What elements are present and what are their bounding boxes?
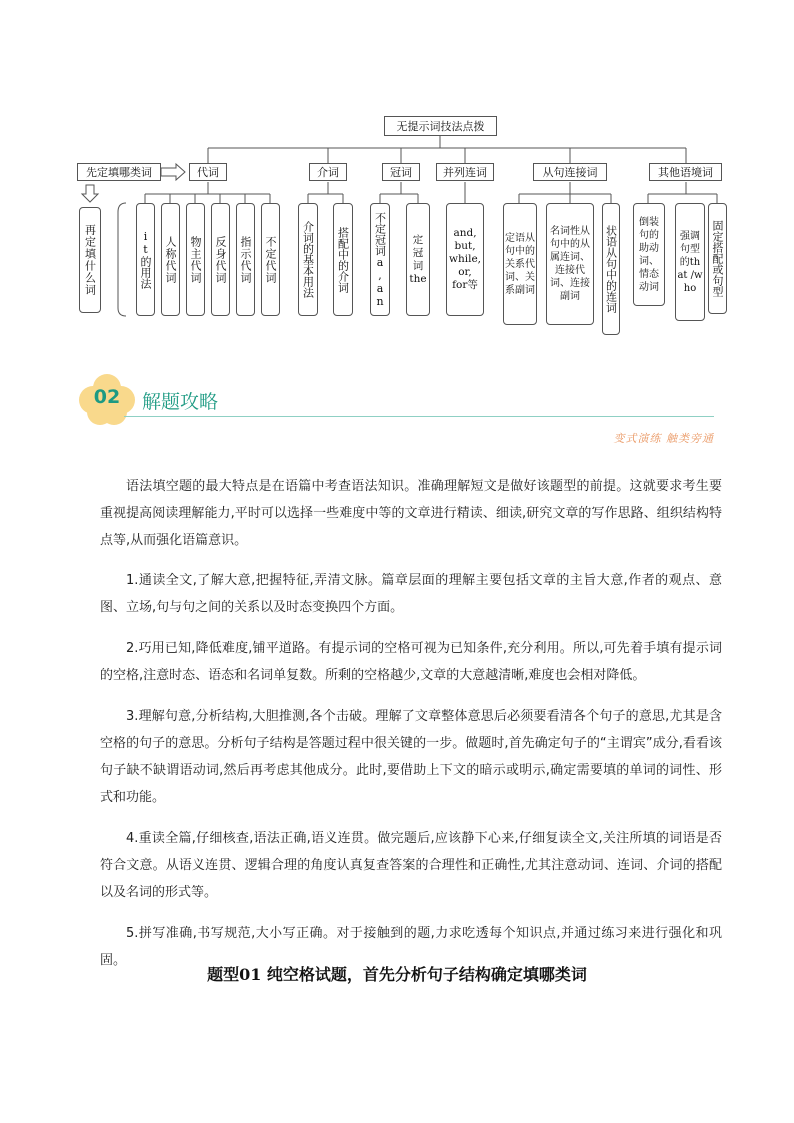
diagram-root: 无提示词技法点拨: [384, 116, 497, 136]
pronoun-item-reflexive: 反身代词: [211, 203, 230, 316]
category-context-word: 其他语境词: [649, 163, 722, 181]
pronoun-item-indefinite: 不定代词: [261, 203, 280, 316]
category-article: 冠词: [382, 163, 420, 181]
tip-paragraph-3: 3.理解句意,分析结构,大胆推测,各个击破。理解了文章整体意思后必须要看清各个句子的意思,尤其是含空格的句子的意思。分析句子结构是答题过程中很关键的一步。做题时,首先确定句子的“主谓宾”成分,看看该句子缺不缺谓语动词,然后再考虑其他成分。此时,要借助上下文的暗示或明示,确定需要填的单词的词性、形式和功能。: [100, 709, 722, 805]
section-subtitle: 变式演练 触类旁通: [613, 432, 714, 445]
context-item-emphatic: 强调句型的that /who: [675, 203, 705, 321]
intro-paragraph: 语法填空题的最大特点是在语篇中考查语法知识。准确理解短文是做好该题型的前提。这就要求考生要重视提高阅读理解能力,平时可以选择一些难度中等的文章进行精读、细读,研究文章的写作思路、组织结构特点等,从而强化语篇意识。: [100, 479, 722, 548]
tip-paragraph-2: 2.巧用已知,降低难度,铺平道路。有提示词的空格可视为已知条件,充分利用。所以,可先着手填有提示词的空格,注意时态、语态和名词单复数。所剩的空格越少,文章的大意越清晰,难度也会相对降低。: [100, 641, 722, 683]
preposition-item-basic: 介词的基本用法: [298, 203, 318, 316]
conjunction-item: and, but, while, or, for等: [446, 203, 484, 316]
tip-paragraph-5: 5.拼写准确,书写规范,大小写正确。对于接触到的题,力求吃透每个知识点,并通过练习来进行强化和巩固。: [100, 926, 722, 968]
pronoun-item-personal: 人称代词: [161, 203, 180, 316]
article-item-indefinite: 不定冠词a,an: [370, 203, 390, 316]
category-clause-connector: 从句连接词: [533, 163, 607, 181]
article-item-definite: 定冠词the: [406, 203, 430, 316]
pronoun-item-possessive: 物主代词: [186, 203, 205, 316]
context-item-inversion: 倒装句的助动词、情态动词: [633, 203, 665, 306]
category-pronoun: 代词: [189, 163, 227, 181]
preposition-item-collocation: 搭配中的介词: [333, 203, 353, 316]
section-title: 解题攻略: [142, 391, 219, 413]
section-header: [78, 372, 718, 452]
context-item-fixed: 固定搭配或句型: [708, 203, 727, 314]
question-type-heading: 题型01 纯空格试题，首先分析句子结构确定填哪类词: [207, 965, 587, 984]
tip-paragraph-4: 4.重读全篇,仔细核查,语法正确,语义连贯。做完题后,应该静下心来,仔细复读全文,关注所填的词语是否符合文意。从语义连贯、逻辑合理的角度认真复查答案的合理性和正确性,尤其注意动词、连词、介词的搭配以及名词的形式等。: [100, 831, 722, 900]
first-step-box: 先定填哪类词: [77, 163, 161, 181]
tip-paragraph-1: 1.通读全文,了解大意,把握特征,弄清文脉。篇章层面的理解主要包括文章的主旨大意,作者的观点、意图、立场,句与句之间的关系以及时态变换四个方面。: [100, 573, 722, 615]
clause-item-nominal: 名词性从句中的从属连词、连接代词、连接副词: [546, 203, 594, 325]
section-divider: [124, 416, 714, 417]
clause-item-adverbial: 状语从句中的连词: [602, 203, 620, 335]
section-number: 02: [93, 386, 121, 408]
category-conjunction: 并列连词: [436, 163, 494, 181]
pronoun-item-demonstrative: 指示代词: [236, 203, 255, 316]
category-preposition: 介词: [309, 163, 347, 181]
technique-tree-diagram: [0, 0, 794, 345]
clause-item-relative: 定语从句中的关系代词、关系副词: [503, 203, 537, 325]
pronoun-item-it: it的用法: [136, 203, 155, 316]
second-step-box: 再定填什么词: [79, 207, 101, 313]
